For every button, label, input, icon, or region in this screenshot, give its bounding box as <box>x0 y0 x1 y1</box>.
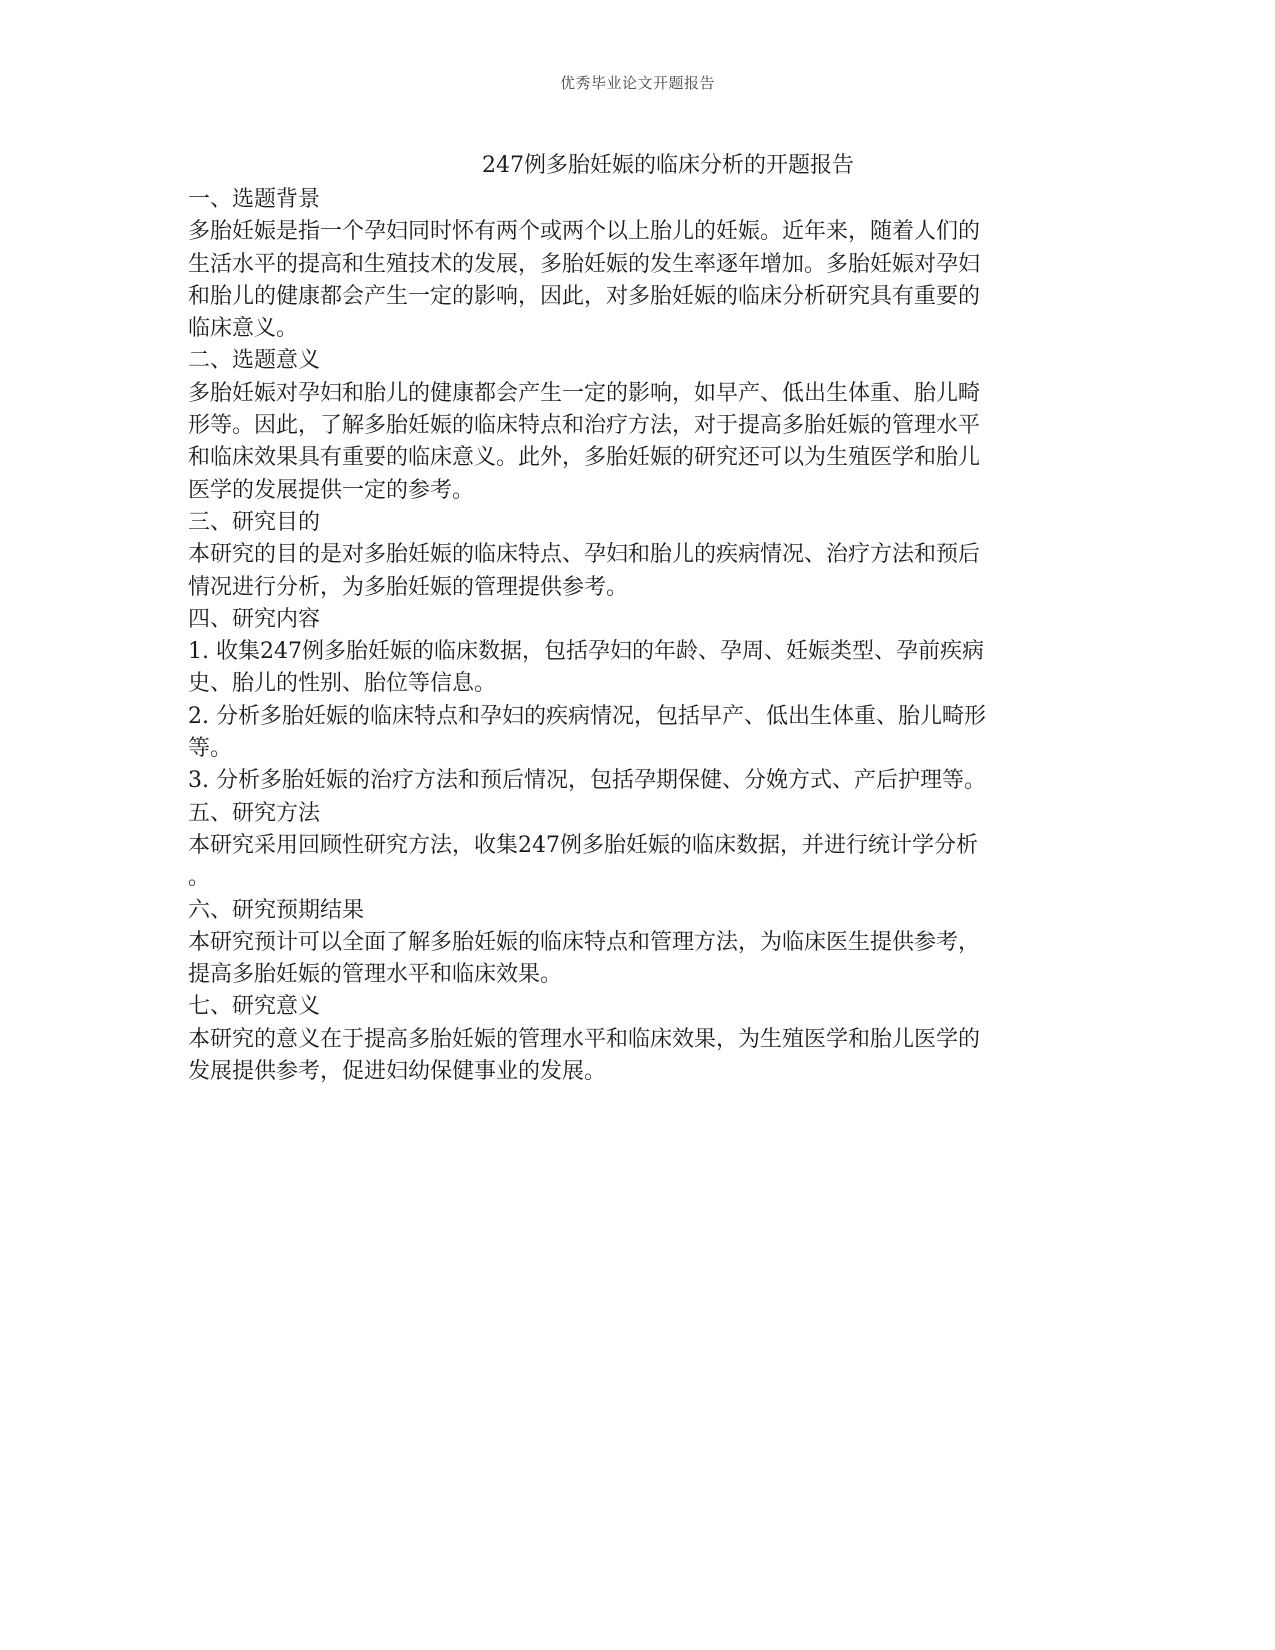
list-item-line: 3. 分析多胎妊娠的治疗方法和预后情况，包括孕期保健、分娩方式、产后护理等。 <box>188 768 986 794</box>
paragraph-line: 本研究采用回顾性研究方法，收集247例多胎妊娠的临床数据，并进行统计学分析 <box>188 832 978 858</box>
paragraph-line: 生活水平的提高和生殖技术的发展，多胎妊娠的发生率逐年增加。多胎妊娠对孕妇 <box>188 251 981 277</box>
section-heading: 五、研究方法 <box>188 800 321 826</box>
paragraph-line: 和临床效果具有重要的临床意义。此外，多胎妊娠的研究还可以为生殖医学和胎儿 <box>188 445 981 471</box>
section-heading: 三、研究目的 <box>188 509 321 535</box>
paragraph-line: 发展提供参考，促进妇幼保健事业的发展。 <box>188 1059 607 1085</box>
list-item-line: 2. 分析多胎妊娠的临床特点和孕妇的疾病情况，包括早产、低出生体重、胎儿畸形 <box>188 703 986 729</box>
paragraph-line: 。 <box>188 865 211 891</box>
paragraph-line: 本研究的意义在于提高多胎妊娠的管理水平和临床效果，为生殖医学和胎儿医学的 <box>188 1026 981 1052</box>
document-body <box>188 150 1088 1088</box>
paragraph-line: 和胎儿的健康都会产生一定的影响，因此，对多胎妊娠的临床分析研究具有重要的 <box>188 283 981 309</box>
section-heading: 七、研究意义 <box>188 994 321 1020</box>
paragraph-line: 本研究的目的是对多胎妊娠的临床特点、孕妇和胎儿的疾病情况、治疗方法和预后 <box>188 542 981 568</box>
section-heading: 二、选题意义 <box>188 348 321 374</box>
section-heading: 四、研究内容 <box>188 606 321 632</box>
document-title: 247例多胎妊娠的临床分析的开题报告 <box>482 153 854 178</box>
section-heading: 一、选题背景 <box>188 187 321 212</box>
paragraph-line: 提高多胎妊娠的管理水平和临床效果。 <box>188 962 563 988</box>
paragraph-line: 临床意义。 <box>188 316 299 342</box>
paragraph-line: 多胎妊娠对孕妇和胎儿的健康都会产生一定的影响，如早产、低出生体重、胎儿畸 <box>188 380 981 406</box>
paragraph-line: 情况进行分析，为多胎妊娠的管理提供参考。 <box>188 574 629 600</box>
running-header: 优秀毕业论文开题报告 <box>559 74 715 92</box>
list-item-line: 1. 收集247例多胎妊娠的临床数据，包括孕妇的年龄、孕周、妊娠类型、孕前疾病 <box>188 639 984 665</box>
paragraph-line: 多胎妊娠是指一个孕妇同时怀有两个或两个以上胎儿的妊娠。近年来，随着人们的 <box>188 219 981 245</box>
list-item-line: 史、胎儿的性别、胎位等信息。 <box>188 671 497 697</box>
paragraph-line: 本研究预计可以全面了解多胎妊娠的临床特点和管理方法，为临床医生提供参考， <box>188 929 981 955</box>
list-item-line: 等。 <box>188 736 233 762</box>
paragraph-line: 形等。因此，了解多胎妊娠的临床特点和治疗方法，对于提高多胎妊娠的管理水平 <box>188 413 981 439</box>
paragraph-line: 医学的发展提供一定的参考。 <box>188 477 475 503</box>
section-heading: 六、研究预期结果 <box>188 897 365 923</box>
